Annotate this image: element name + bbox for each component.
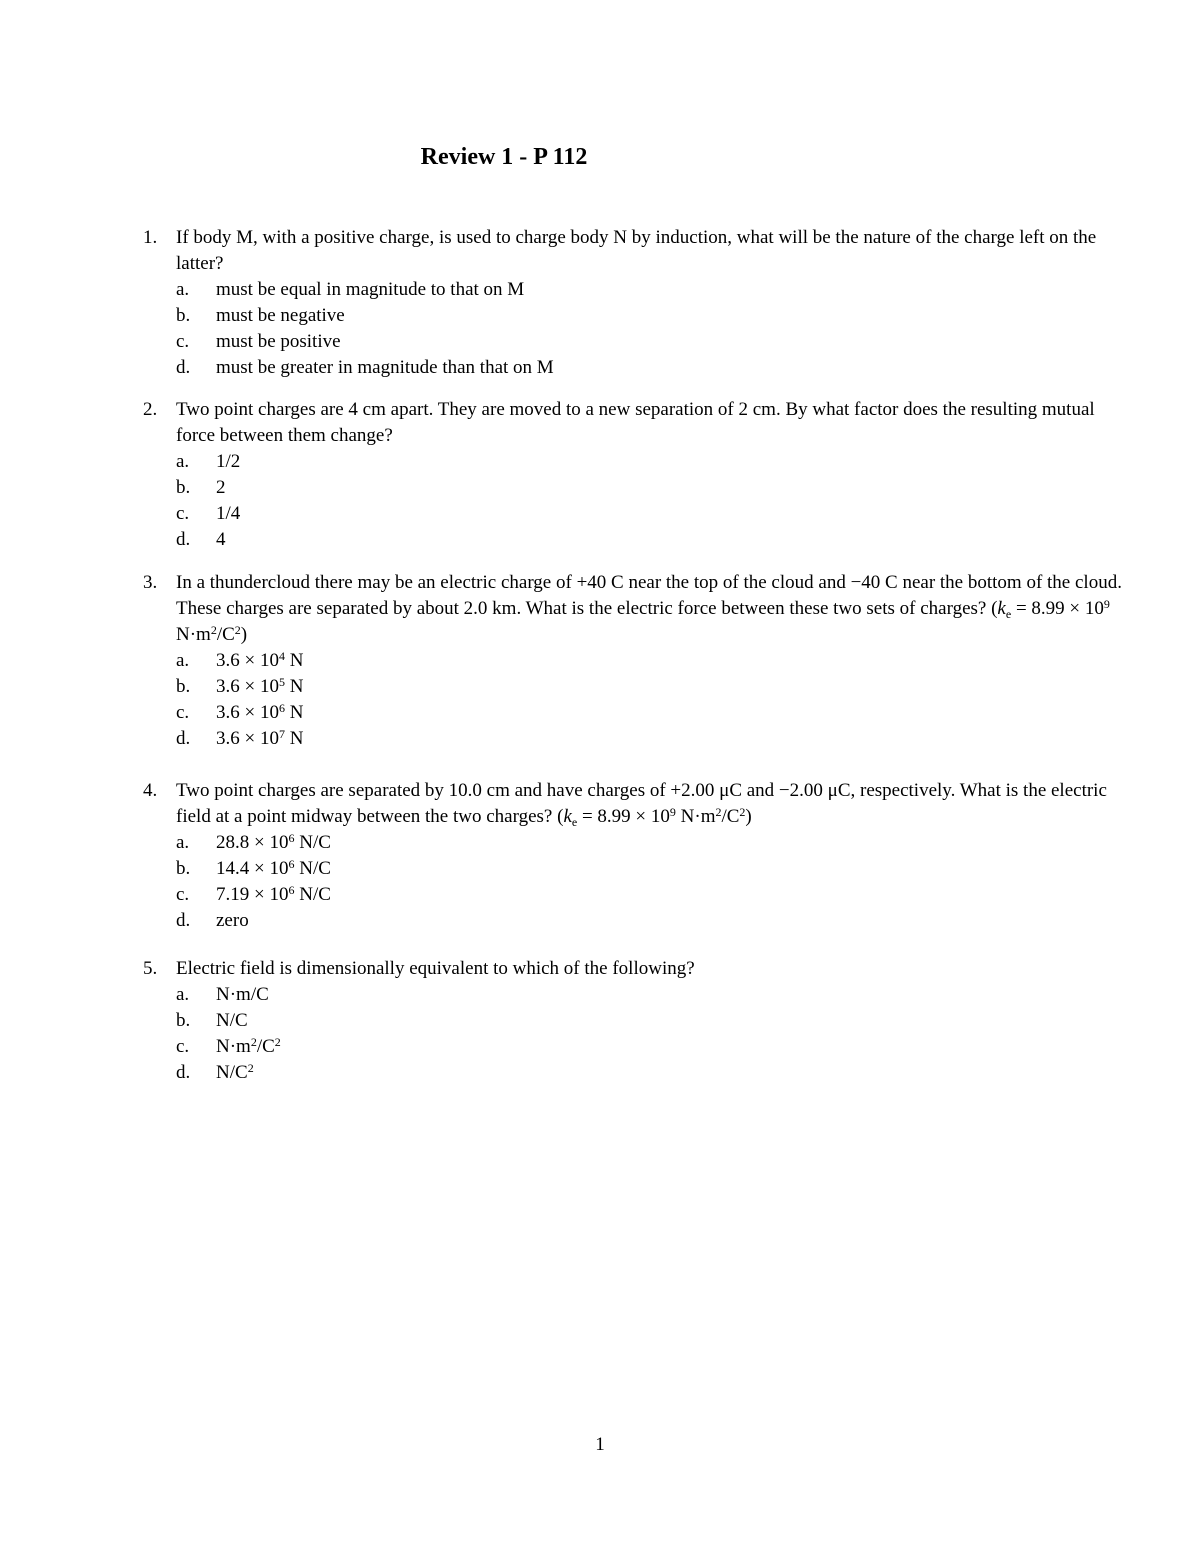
question-4: [143, 778, 1133, 934]
option-letter: b.: [176, 676, 191, 697]
question-text: Electric field is dimensionally equivalent to which of the following?: [176, 958, 695, 979]
option-a: [176, 982, 1133, 1008]
question-text: In a thundercloud there may be an electric charge of +40 C near the top of the cloud and −40 C near the bottom of the cloud. These charges are separated by about 2.0 km. What is the electric force between these two sets of charges? ($k_e = 8.99 \times 10^9$ $N\cdot m^2/C^2$): [176, 572, 1122, 645]
option-b: [176, 475, 1133, 501]
option-letter: c.: [176, 331, 190, 352]
option-a: [176, 449, 1133, 475]
option-text: $14.4 \times 10^6$ N/C: [216, 857, 331, 879]
option-text: must be positive: [216, 331, 341, 352]
option-text: must be equal in magnitude to that on M: [216, 279, 525, 300]
question-2: [143, 397, 1133, 553]
option-text: $3.6 \times 10^4$ N: [216, 649, 304, 671]
option-letter: d.: [176, 910, 191, 931]
option-text: zero: [216, 910, 249, 931]
option-text: $N/C^2$: [216, 1061, 254, 1083]
option-letter: a.: [176, 650, 190, 671]
option-letter: b.: [176, 477, 191, 498]
option-text: 2: [216, 477, 226, 498]
option-d: [176, 908, 1133, 934]
option-letter: a.: [176, 984, 190, 1005]
question-number: 5.: [143, 958, 158, 979]
option-letter: c.: [176, 503, 190, 524]
question-text: Two point charges are 4 cm apart. They are moved to a new separation of 2 cm. By what factor does the resulting mutual force between them change?: [176, 399, 1095, 446]
question-3: [143, 570, 1133, 752]
option-letter: b.: [176, 1010, 191, 1031]
option-c: [176, 329, 1133, 355]
option-letter: c.: [176, 884, 190, 905]
option-text: N·m/C: [216, 984, 269, 1005]
option-text: $N\cdot m^2/C^2$: [216, 1035, 281, 1057]
question-number: 2.: [143, 399, 158, 420]
option-letter: a.: [176, 832, 190, 853]
question-number: 3.: [143, 572, 158, 593]
question-1: [143, 225, 1133, 381]
option-d: [176, 355, 1133, 381]
option-letter: b.: [176, 305, 191, 326]
option-letter: d.: [176, 529, 191, 550]
option-text: must be negative: [216, 305, 345, 326]
question-5: [143, 956, 1133, 1086]
option-text: $28.8 \times 10^6$ N/C: [216, 831, 331, 853]
option-text: $3.6 \times 10^5$ N: [216, 675, 304, 697]
option-d: [176, 726, 1133, 752]
question-number: 4.: [143, 780, 158, 801]
option-text: $3.6 \times 10^6$ N: [216, 701, 304, 723]
option-c: [176, 501, 1133, 527]
option-letter: b.: [176, 858, 191, 879]
question-text: Two point charges are separated by 10.0 cm and have charges of +2.00 μC and −2.00 μC, respectively. What is the electric field at a point midway between the two charges? ($k_e = 8.99 \times 10^9$ $N\cdot m^2/C^2$): [176, 780, 1107, 829]
option-a: [176, 830, 1133, 856]
option-text: 1/4: [216, 503, 241, 524]
option-letter: a.: [176, 279, 190, 300]
option-c: [176, 882, 1133, 908]
question-number: 1.: [143, 227, 158, 248]
option-text: $3.6 \times 10^7$ N: [216, 727, 304, 749]
option-letter: c.: [176, 1036, 190, 1057]
option-letter: c.: [176, 702, 190, 723]
option-c: [176, 1034, 1133, 1060]
option-b: [176, 303, 1133, 329]
option-text: 1/2: [216, 451, 241, 472]
option-d: [176, 1060, 1133, 1086]
option-letter: d.: [176, 357, 191, 378]
question-text: If body M, with a positive charge, is used to charge body N by induction, what will be the nature of the charge left on the latter?: [176, 227, 1097, 274]
option-a: [176, 277, 1133, 303]
page-title: Review 1 - P 112: [420, 144, 588, 170]
option-d: [176, 527, 1133, 553]
option-b: [176, 856, 1133, 882]
option-text: $7.19 \times 10^6$ N/C: [216, 883, 331, 905]
option-text: must be greater in magnitude than that on M: [216, 357, 554, 378]
option-letter: a.: [176, 451, 190, 472]
option-text: 4: [216, 529, 226, 550]
option-b: [176, 1008, 1133, 1034]
option-text: N/C: [216, 1010, 248, 1031]
option-a: [176, 648, 1133, 674]
option-letter: d.: [176, 1062, 191, 1083]
option-c: [176, 700, 1133, 726]
option-letter: d.: [176, 728, 191, 749]
page-number: 1: [595, 1434, 605, 1455]
option-b: [176, 674, 1133, 700]
